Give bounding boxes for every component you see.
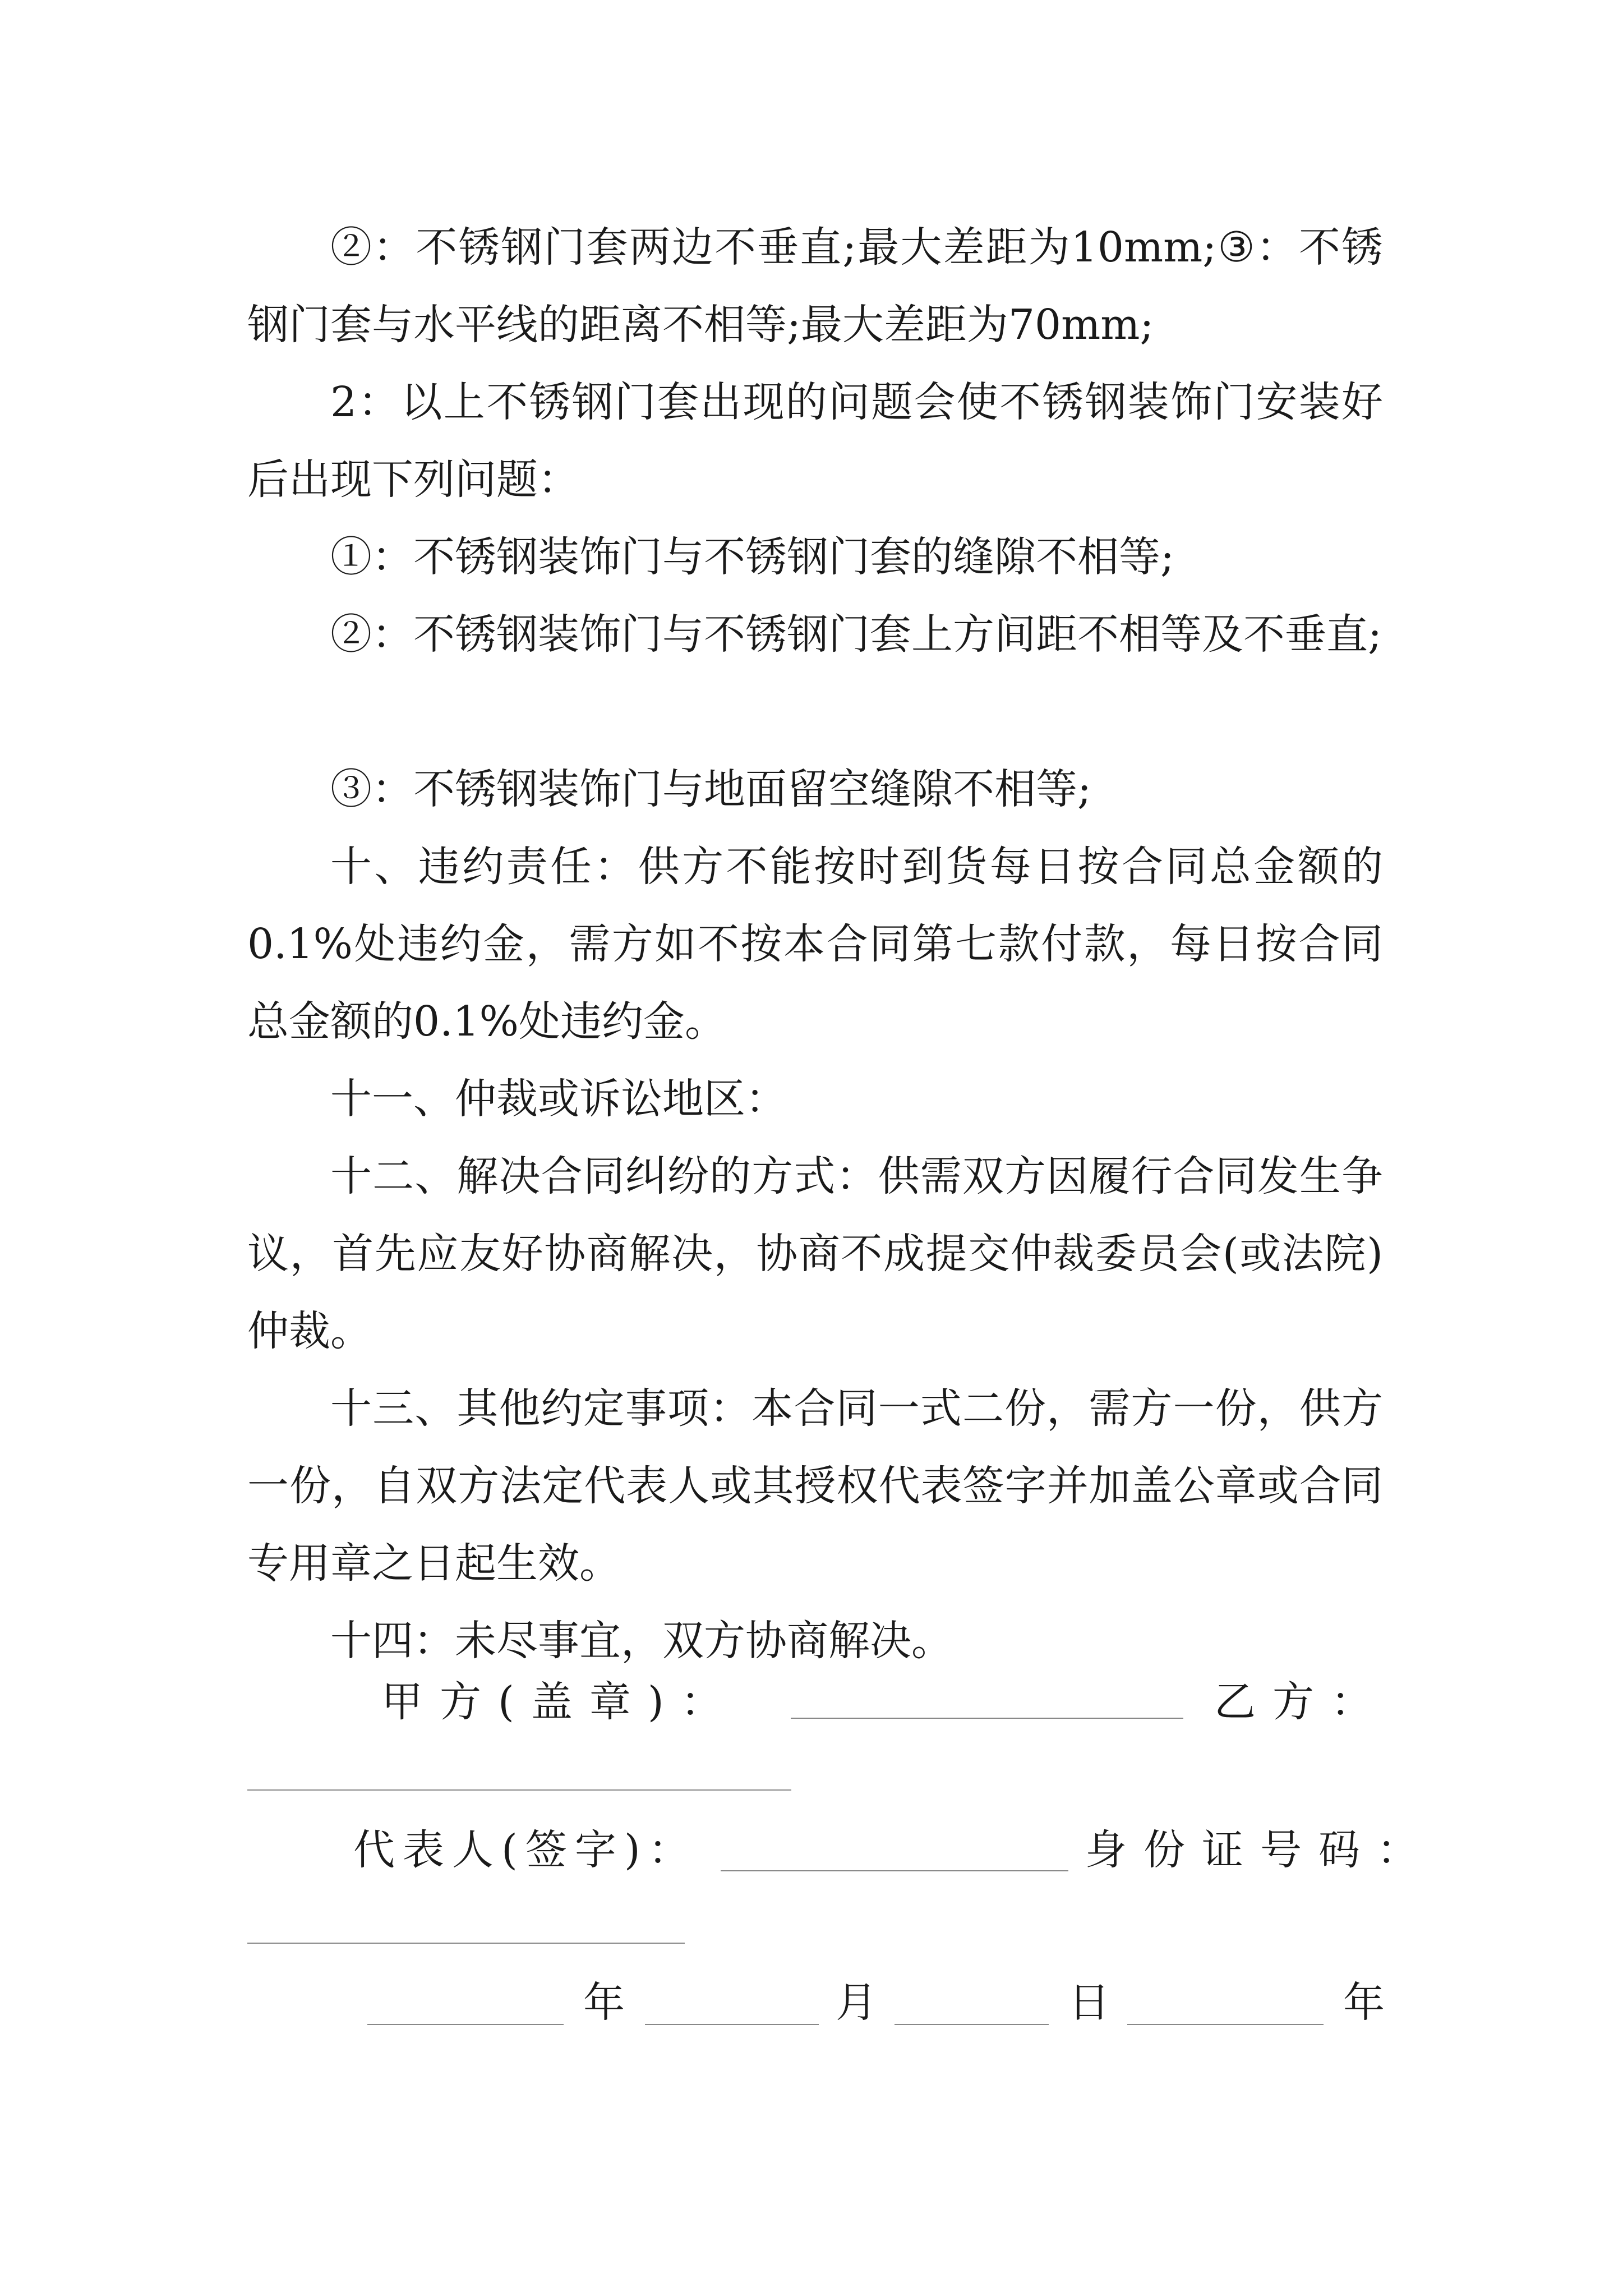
party-a-signature-line[interactable]: [791, 1718, 1183, 1719]
date-month-line[interactable]: [645, 2024, 819, 2025]
representative-label: 代表人(签字)：: [353, 1826, 698, 1874]
party-b-label: 乙方：: [1214, 1678, 1389, 1726]
date-year-2-line[interactable]: [1127, 2024, 1324, 2025]
date-month-label: 月: [836, 1978, 877, 2027]
party-a-label: 甲方(盖章)：: [381, 1678, 739, 1726]
date-day-line[interactable]: [895, 2024, 1049, 2025]
representative-signature-line[interactable]: [721, 1870, 1068, 1871]
paragraph-issue-1: ①：不锈钢装饰门与不锈钢门套的缝隙不相等;: [330, 533, 1174, 581]
id-number-label: 身份证号码：: [1085, 1826, 1435, 1874]
party-b-signature-line[interactable]: [247, 1789, 791, 1791]
paragraph-clause-11: 十一、仲裁或诉讼地区：: [330, 1075, 787, 1123]
paragraph-clause-9-point-2: 2：以上不锈钢门套出现的问题会使不锈钢装饰门安装好后出现下列问题：: [247, 378, 1383, 504]
date-year-2-label: 年: [1343, 1978, 1385, 2027]
paragraph-clause-13: 十三、其他约定事项：本合同一式二份，需方一份，供方一份，自双方法定代表人或其授权代表签字并加盖公章或合同专用章之日起生效。: [247, 1384, 1383, 1588]
paragraph-clause-9-item-2-3: ②：不锈钢门套两边不垂直;最大差距为10mm;③：不锈钢门套与水平线的距离不相等;最大差距为70mm;: [247, 223, 1383, 349]
paragraph-clause-14: 十四：未尽事宜，双方协商解决。: [330, 1617, 953, 1665]
paragraph-issue-3: ③：不锈钢装饰门与地面留空缝隙不相等;: [330, 765, 1091, 813]
paragraph-issue-2: ②：不锈钢装饰门与不锈钢门套上方间距不相等及不垂直;: [330, 610, 1382, 659]
paragraph-clause-10: 十、违约责任：供方不能按时到货每日按合同总金额的0.1%处违约金，需方如不按本合同第七款付款，每日按合同总金额的0.1%处违约金。: [247, 843, 1383, 1046]
id-number-line[interactable]: [247, 1943, 685, 1944]
date-year-line[interactable]: [367, 2024, 564, 2025]
date-year-label: 年: [583, 1978, 625, 2027]
paragraph-clause-12: 十二、解决合同纠纷的方式：供需双方因履行合同发生争议，首先应友好协商解决，协商不成提交仲裁委员会(或法院)仲裁。: [247, 1152, 1383, 1355]
date-day-label: 日: [1068, 1978, 1110, 2027]
